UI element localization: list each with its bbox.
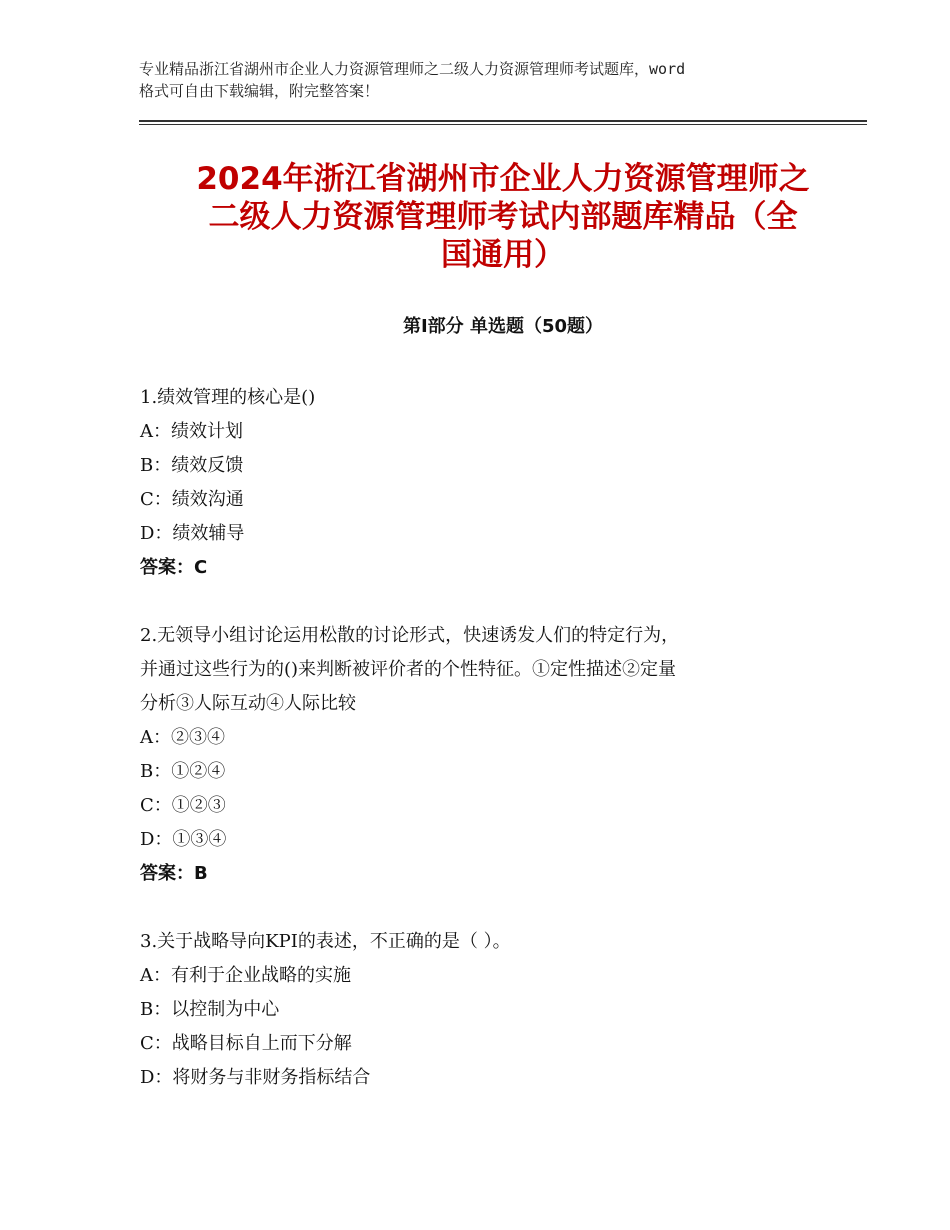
option-c: C：绩效沟通 (140, 489, 244, 510)
question-stem: 2.无领导小组讨论运用松散的讨论形式，快速诱发人们的特定行为， (140, 625, 680, 646)
header-note (139, 58, 839, 102)
option-d: D：将财务与非财务指标结合 (140, 1067, 371, 1088)
option-b: B：①②④ (140, 761, 226, 782)
option-a: A：有利于企业战略的实施 (140, 965, 351, 986)
option-c: C：①②③ (140, 795, 226, 816)
answer-label: 答案：C (140, 557, 208, 578)
question-stem: 1.绩效管理的核心是() (140, 387, 316, 408)
option-d: D：绩效辅导 (140, 523, 245, 544)
document-title (139, 160, 867, 274)
option-a: A：绩效计划 (140, 421, 243, 442)
question-stem: 并通过这些行为的()来判断被评价者的个性特征。①定性描述②定量 (140, 659, 677, 680)
document-title-line: 2024年浙江省湖州市企业人力资源管理师之 (196, 161, 810, 197)
question-3 (140, 925, 840, 1095)
question-stem: 3.关于战略导向KPI的表述，不正确的是（ ）。 (140, 931, 511, 952)
question-1 (140, 381, 840, 585)
option-b: B：以控制为中心 (140, 999, 280, 1020)
header-note-line: 格式可自由下载编辑，附完整答案！ (139, 82, 380, 100)
header-note-line: 专业精品浙江省湖州市企业人力资源管理师之二级人力资源管理师考试题库，word (139, 60, 686, 78)
question-stem: 分析③人际互动④人际比较 (140, 693, 356, 714)
header-divider (139, 120, 867, 125)
section-title: 第Ⅰ部分 单选题（50题） (402, 316, 603, 337)
question-list (140, 381, 840, 1129)
option-a: A：②③④ (140, 727, 225, 748)
document-title-line: 二级人力资源管理师考试内部题库精品（全 (208, 199, 798, 235)
option-b: B：绩效反馈 (140, 455, 244, 476)
question-2 (140, 619, 840, 891)
option-c: C：战略目标自上而下分解 (140, 1033, 352, 1054)
option-d: D：①③④ (140, 829, 227, 850)
answer-label: 答案：B (140, 863, 208, 884)
document-title-line: 国通用） (441, 237, 565, 273)
